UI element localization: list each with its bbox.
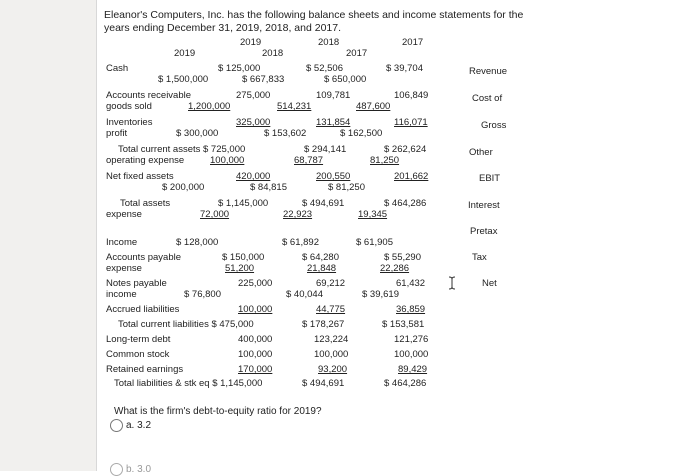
interest-2017: 19,345 xyxy=(358,209,388,220)
tle-2018: $ 494,691 xyxy=(302,378,345,389)
opex-2018: 68,787 xyxy=(294,155,324,166)
balance-header-2017: 2017 xyxy=(402,37,424,48)
total-assets-2018: $ 494,691 xyxy=(302,198,345,209)
gross-profit-2017: $ 162,500 xyxy=(340,128,383,139)
tle-2017: $ 464,286 xyxy=(384,378,427,389)
income-label-gross: Gross xyxy=(481,120,507,131)
row-label-goods-sold: goods sold xyxy=(106,101,152,112)
income-label-pretax: Pretax xyxy=(470,226,498,237)
row-label-operating-expense: operating expense xyxy=(106,155,185,166)
row-label-long-term-debt: Long-term debt xyxy=(106,334,171,345)
common-stock-2018: 100,000 xyxy=(314,349,349,360)
nfa-2019: 420,000 xyxy=(236,171,271,182)
row-label-total-current-liabilities: Total current liabilities $ 475,000 xyxy=(118,319,254,330)
balance-header-2018: 2018 xyxy=(318,37,340,48)
tax-2018: 21,848 xyxy=(307,263,337,274)
ltd-2018: 123,224 xyxy=(314,334,349,345)
row-label-net-income: income xyxy=(106,289,137,300)
option-a-radio[interactable] xyxy=(110,419,123,432)
gross-profit-2019: $ 300,000 xyxy=(176,128,219,139)
retained-2019: 170,000 xyxy=(238,364,273,375)
notes-payable-2017: 61,432 xyxy=(396,278,426,289)
cash-2017: $ 39,704 xyxy=(386,63,423,74)
inventories-2018: 131,854 xyxy=(316,117,351,128)
row-label-total-liabilities-equity: Total liabilities & stk eq $ 1,145,000 xyxy=(114,378,263,389)
row-label-inventories: Inventories xyxy=(106,117,153,128)
row-label-retained-earnings: Retained earnings xyxy=(106,364,184,375)
ap-2017: $ 55,290 xyxy=(384,252,421,263)
cash-2018: $ 52,506 xyxy=(306,63,343,74)
row-label-accrued-liabilities: Accrued liabilities xyxy=(106,304,180,315)
revenue-2017: $ 650,000 xyxy=(324,74,367,85)
income-label-interest: Interest xyxy=(468,200,500,211)
tax-2019: 51,200 xyxy=(225,263,255,274)
ar-2019: 275,000 xyxy=(236,90,271,101)
tcl-2017: $ 153,581 xyxy=(382,319,425,330)
income-label-tax: Tax xyxy=(472,252,487,263)
pretax-2017: $ 61,905 xyxy=(356,237,393,248)
cogs-2019: 1,200,000 xyxy=(188,101,231,112)
row-label-accounts-payable: Accounts payable xyxy=(106,252,181,263)
interest-2018: 22,923 xyxy=(283,209,313,220)
ap-2019: $ 150,000 xyxy=(222,252,265,263)
accrued-2017: 36,859 xyxy=(396,304,426,315)
tca-2017: $ 262,624 xyxy=(384,144,427,155)
retained-2017: 89,429 xyxy=(398,364,428,375)
nfa-2017: 201,662 xyxy=(394,171,429,182)
gross-profit-2018: $ 153,602 xyxy=(264,128,307,139)
opex-2019: 100,000 xyxy=(210,155,245,166)
opex-2017: 81,250 xyxy=(370,155,400,166)
ltd-2019: 400,000 xyxy=(238,334,273,345)
notes-payable-2019: 225,000 xyxy=(238,278,273,289)
question-text: What is the firm's debt-to-equity ratio for 2019? xyxy=(114,406,322,417)
cash-2019: $ 125,000 xyxy=(218,63,261,74)
interest-2019: 72,000 xyxy=(200,209,230,220)
intro-line-2: years ending December 31, 2019, 2018, and 2017. xyxy=(104,22,342,34)
row-label-interest-expense: expense xyxy=(106,209,142,220)
cogs-2018: 514,231 xyxy=(277,101,312,112)
income-label-cost-of: Cost of xyxy=(472,93,503,104)
income-header-2018: 2018 xyxy=(262,48,284,59)
ltd-2017: 121,276 xyxy=(394,334,429,345)
row-label-total-current-assets: Total current assets $ 725,000 xyxy=(118,144,246,155)
nfa-2018: 200,550 xyxy=(316,171,351,182)
common-stock-2019: 100,000 xyxy=(238,349,273,360)
ebit-2018: $ 84,815 xyxy=(250,182,287,193)
text-cursor-icon xyxy=(448,276,456,290)
pretax-2019: $ 128,000 xyxy=(176,237,219,248)
option-a-label[interactable]: a. 3.2 xyxy=(126,420,152,431)
ar-2017: 106,849 xyxy=(394,90,429,101)
net-income-2017: $ 39,619 xyxy=(362,289,399,300)
row-label-tax-expense: expense xyxy=(106,263,142,274)
option-b-radio[interactable] xyxy=(110,463,123,476)
income-label-net: Net xyxy=(482,278,497,289)
row-label-net-fixed-assets: Net fixed assets xyxy=(106,171,174,182)
tax-2017: 22,286 xyxy=(380,263,410,274)
balance-header-2019: 2019 xyxy=(240,37,262,48)
retained-2018: 93,200 xyxy=(318,364,348,375)
tca-2018: $ 294,141 xyxy=(304,144,347,155)
row-label-cash: Cash xyxy=(106,63,129,74)
income-label-revenue: Revenue xyxy=(469,66,508,77)
inventories-2019: 325,000 xyxy=(236,117,271,128)
ar-2018: 109,781 xyxy=(316,90,351,101)
row-label-pretax-income: Income xyxy=(106,237,138,248)
inventories-2017: 116,071 xyxy=(394,117,428,128)
total-assets-2019: $ 1,145,000 xyxy=(218,198,269,209)
intro-line-1: Eleanor's Computers, Inc. has the following balance sheets and income statements for the xyxy=(104,9,524,21)
row-label-total-assets: Total assets xyxy=(120,198,171,209)
ebit-2017: $ 81,250 xyxy=(328,182,365,193)
ebit-2019: $ 200,000 xyxy=(162,182,205,193)
total-assets-2017: $ 464,286 xyxy=(384,198,427,209)
pretax-2018: $ 61,892 xyxy=(282,237,319,248)
notes-payable-2018: 69,212 xyxy=(316,278,346,289)
row-label-common-stock: Common stock xyxy=(106,349,170,360)
income-label-other: Other xyxy=(469,147,493,158)
accrued-2018: 44,775 xyxy=(316,304,346,315)
option-b-label[interactable]: b. 3.0 xyxy=(126,464,152,475)
common-stock-2017: 100,000 xyxy=(394,349,429,360)
revenue-2019: $ 1,500,000 xyxy=(158,74,209,85)
row-label-accounts-receivable: Accounts receivable xyxy=(106,90,192,101)
net-income-2019: $ 76,800 xyxy=(184,289,221,300)
net-income-2018: $ 40,044 xyxy=(286,289,323,300)
ap-2018: $ 64,280 xyxy=(302,252,339,263)
revenue-2018: $ 667,833 xyxy=(242,74,285,85)
income-label-ebit: EBIT xyxy=(479,173,501,184)
row-label-profit: profit xyxy=(106,128,128,139)
cogs-2017: 487,600 xyxy=(356,101,391,112)
income-header-2019: 2019 xyxy=(174,48,196,59)
row-label-notes-payable: Notes payable xyxy=(106,278,167,289)
tcl-2018: $ 178,267 xyxy=(302,319,345,330)
accrued-2019: 100,000 xyxy=(238,304,273,315)
income-header-2017: 2017 xyxy=(346,48,368,59)
